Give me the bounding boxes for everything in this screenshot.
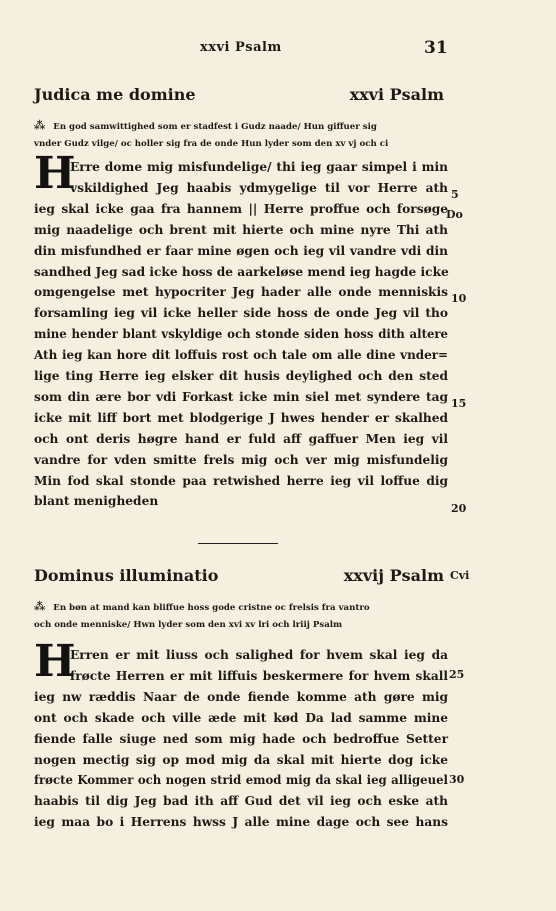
text-line: haabis til dig Jeg bad ith aff Gud det vil ieg och eske ath xyxy=(34,794,448,809)
text-line: mine hender blant vskyldige och stonde siden hoss dith altere xyxy=(34,327,448,342)
text-line: ieg maa bo i Herrens hwss J alle mine dage och see hans xyxy=(34,815,448,830)
text-line: som din ære bor vdi Forkast icke min siel met syndere tag xyxy=(34,389,448,404)
text-line: fiende falle siuge ned som mig hade och bedroffue Setter xyxy=(34,731,448,746)
margin-reference: Cvi xyxy=(450,569,470,582)
text-line: frøcte Herren er mit liffuis beskermere for hvem skall xyxy=(70,668,448,683)
text-line: ieg nw ræddis Naar de onde fiende komme ath gøre mig xyxy=(34,689,448,704)
line-number: 15 xyxy=(451,397,467,410)
text-line: Erren er mit liuss och salighed for hvem skal ieg da xyxy=(70,648,448,662)
page-header xyxy=(0,40,556,62)
psalm-incipit: Dominus illuminatio xyxy=(34,566,219,585)
text-line: icke mit liff bort met blodgerige J hwes hender er skalhed xyxy=(34,410,448,425)
drop-cap: H xyxy=(34,148,76,199)
text-line: frøcte Kommer och nogen strid emod mig da skal ieg alligeuel xyxy=(34,773,448,788)
summary-line: ⁂ En god samwittighed som er stadfest i Gudz naade/ Hun giffuer sig xyxy=(34,119,377,132)
fleuron-icon: ⁂ xyxy=(34,600,46,613)
text-line: Min fod skal stonde paa retwished herre ieg vil loffue dig xyxy=(34,473,448,488)
line-number: 10 xyxy=(451,292,467,305)
running-title: xxvi Psalm xyxy=(200,40,282,55)
psalm-incipit: Judica me domine xyxy=(34,85,196,104)
text-line: ieg skal icke gaa fra hannem || Herre proffue och forsøge xyxy=(34,201,448,216)
line-number: 20 xyxy=(451,502,467,515)
text-line: din misfundhed er faar mine øgen och ieg vil vandre vdi din xyxy=(34,243,448,258)
text-line: mig naadelige och brent mit hierte och mine nyre Thi ath xyxy=(34,222,448,237)
text-line: sandhed Jeg sad icke hoss de aarkeløse mend ieg hagde icke xyxy=(34,264,449,279)
line-number: 30 xyxy=(449,773,465,786)
psalm-number: xxvij Psalm xyxy=(343,566,444,585)
psalm-number: xxvi Psalm xyxy=(349,85,444,104)
text-line: nogen mectig sig op mod mig da skal mit hierte dog icke xyxy=(34,752,448,767)
margin-note: Do xyxy=(446,208,463,221)
drop-cap: H xyxy=(34,636,76,687)
line-number: 5 xyxy=(451,188,459,201)
text-line: lige ting Herre ieg elsker dit husis deylighed och den sted xyxy=(34,369,448,383)
psalm-summary xyxy=(34,597,444,635)
section-divider xyxy=(198,543,278,544)
text-line: vandre for vden smitte frels mig och ver mig misfundelig xyxy=(34,452,448,467)
text-line: blant menigheden xyxy=(34,494,159,509)
text-line: Ath ieg kan hore dit loffuis rost och tale om alle dine vnder= xyxy=(34,348,448,363)
text-line: omgengelse met hypocriter Jeg hader alle onde menniskis xyxy=(34,285,448,300)
text-line: ont och skade och ville æde mit kød Da lad samme mine xyxy=(34,710,448,725)
text-line: och ont deris høgre hand er fuld aff gaffuer Men ieg vil xyxy=(34,431,448,446)
psalm-summary xyxy=(34,116,444,154)
fleuron-icon: ⁂ xyxy=(34,119,46,132)
text-line: forsamling ieg vil icke heller side hoss de onde Jeg vil tho xyxy=(34,306,448,321)
line-number: 25 xyxy=(449,668,465,681)
summary-line: och onde menniske/ Hwn lyder som den xvi xv lri och lriij Psalm xyxy=(34,620,343,630)
psalm-heading xyxy=(34,85,444,109)
summary-line: vnder Gudz vilge/ oc holler sig fra de onde Hun lyder som den xv vj och ci xyxy=(34,139,389,149)
text-line: vskildighed Jeg haabis ydmygelige til vor Herre ath xyxy=(70,180,448,195)
summary-line: ⁂ En bøn at mand kan bliffue hoss gode cristne oc frelsis fra vantro xyxy=(34,600,370,613)
psalm-heading xyxy=(34,566,444,590)
page-number: 31 xyxy=(424,38,448,58)
text-line: Erre dome mig misfundelige/ thi ieg gaar simpel i min xyxy=(70,160,448,174)
